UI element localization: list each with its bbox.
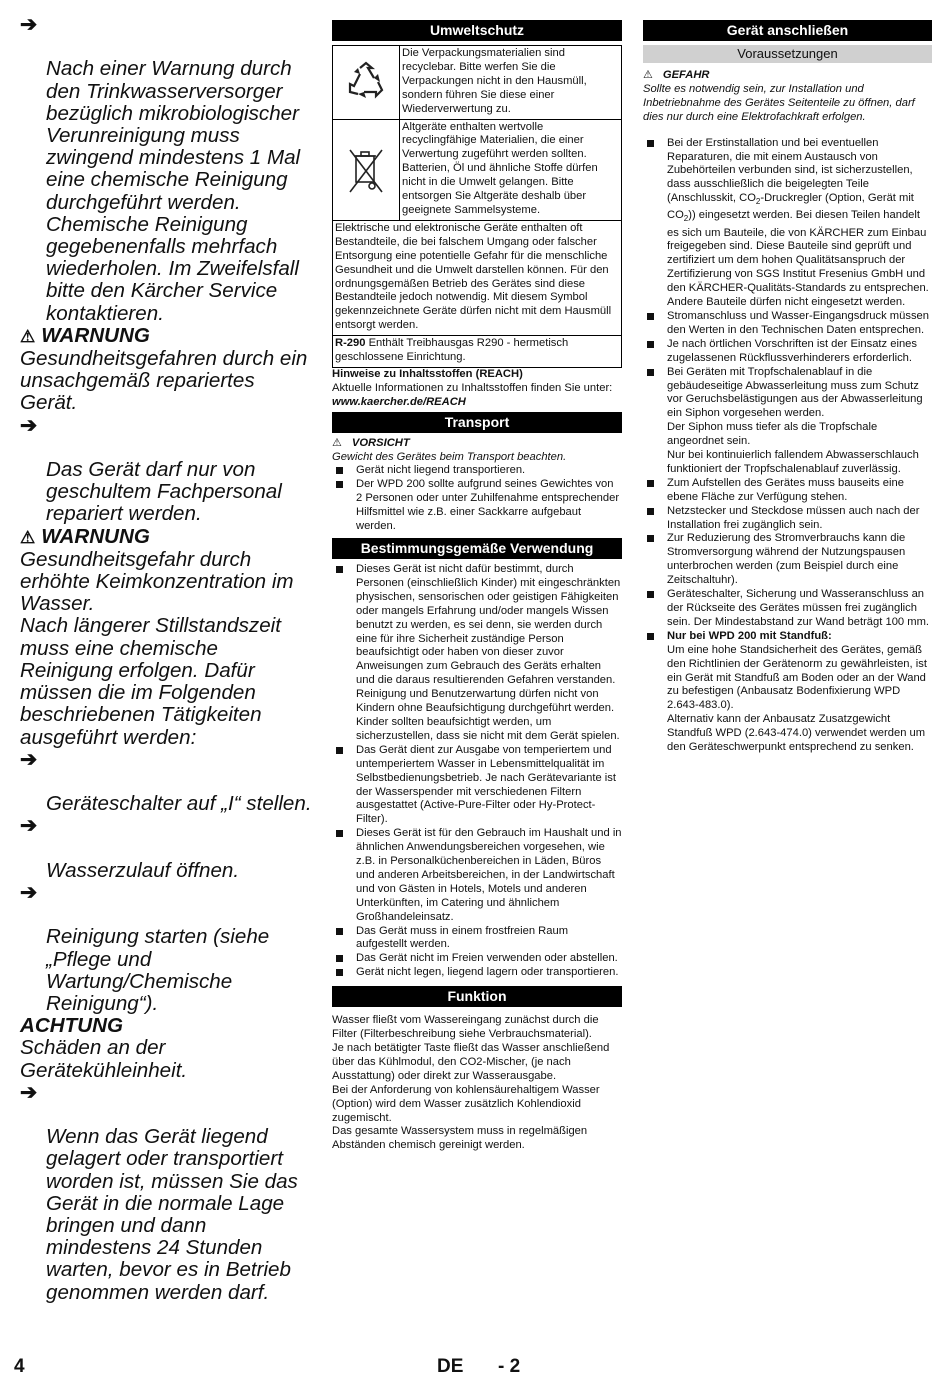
warnung-title: WARNUNG — [41, 323, 150, 347]
warning-step-4 — [20, 815, 312, 882]
reach-link[interactable]: www.kaercher.de/REACH — [332, 395, 466, 408]
bullet-icon — [647, 341, 654, 348]
warning-step-5 — [20, 882, 312, 1015]
list-item-text: Dieses Gerät ist für den Gebrauch im Haushalt und in ähnlichen Anwendungsbereichen vorgesehen, wie z.B. in Personalküchenbereichen in Läden, Büros und anderen Arbeitsbereichen, in der Landwirtschaft und von Gästen in Hotels, Motels und anderen Unterkünften, im Catering und ähnlichem Großhandeleinsatz. — [356, 827, 622, 923]
achtung-heading: ACHTUNG — [20, 1014, 123, 1038]
list-item-text: Bei Geräten mit Tropfschalenablauf in die gebäudeseitige Abwasserleitung muss zum Schutz vor Geruchsbelästigungen aus der Abwasserleitung ein Siphon vorgesehen werden. — [667, 365, 923, 420]
bullet-icon — [647, 633, 654, 640]
funktion-paragraph-2: Je nach betätigter Taste fließt das Wasser anschließend über das Kühlmodul, den CO2-Mischer, (je nach Ausstattung) oder direkt zur Wasserausgabe. — [332, 1042, 610, 1082]
list-item-text: Bei der Erstinstallation und bei eventuellen Reparaturen, die mit einem Austausch von Zubehörteilen verbunden sind, ist sicherzustellen, dass ausschließlich die beigelegten Teile (Anschlusskit, CO — [667, 136, 913, 205]
step-text: Wasserzulauf öffnen. — [46, 858, 240, 882]
standfuss-title: Nur bei WPD 200 mit Standfuß: — [667, 629, 832, 642]
list-item — [332, 925, 622, 953]
bullet-icon — [336, 928, 343, 935]
environment-row-electronics — [333, 221, 621, 336]
transport-list — [332, 464, 622, 534]
arrow-icon: ➔ — [20, 880, 38, 904]
list-item-text: Um eine hohe Standsicherheit des Gerätes, gemäß den Richtlinien der Gerätenorm zu gewährleisten, ist ein Gerät mit Standfuß am Boden oder an der Wand zu befestigen (Anbausatz Bodenfixierung WPD 2.643-483.0). — [667, 643, 927, 712]
funktion-paragraph-3: Bei der Anforderung von kohlensäurehaltigem Wasser (Option) wird dem Wasser zusätzlich Kohlendioxid zugemischt. — [332, 1083, 600, 1124]
list-item-text: Dieses Gerät ist nicht dafür bestimmt, durch Personen (einschließlich Kinder) mit eingeschränkten physischen, sensorischen oder geistigen Fähigkeiten oder mangels Erfahrung und/oder mangels Wissen benutzt zu werden, es sei denn, sie werden durch eine für ihre Sicherheit zuständige Person beaufsichtigt oder haben von dieser zuvor Anweisungen zum Gebrauch des Geräts erhalten und die daraus resultierenden Gefahren verstanden. Reinigung und Benutzerwartung dürfen nicht von Kindern ohne Beaufsichtigung durchgeführt werden. Kinder sollten beaufsichtigt werden, um sicherzustellen, dass sie nicht mit dem Gerät spielen. — [356, 563, 621, 742]
step-text: Wenn das Gerät liegend gelagert oder transportiert worden ist, müssen Sie das Gerät in die normale Lage bringen und dann mindestens 24 Stunden warten, bevor es in Betrieb genommen werden darf. — [46, 1125, 298, 1304]
warning-triangle-icon: ⚠ — [20, 326, 36, 346]
list-item — [332, 966, 622, 980]
list-item-text: Das Gerät muss in einem frostfreien Raum aufgestellt werden. — [356, 924, 569, 951]
section-anschliessen-title: Gerät anschließen — [643, 20, 932, 41]
reach-title: Hinweise zu Inhaltsstoffen (REACH) — [332, 367, 523, 380]
environment-row-weee — [333, 120, 621, 221]
environment-row-r290 — [333, 336, 621, 367]
list-item — [332, 464, 622, 478]
bullet-icon — [336, 566, 343, 573]
column-environment — [332, 20, 622, 1153]
list-item-text: Alternativ kann der Anbausatz Zusatzgewicht Standfuß WPD (2.643-474.0) verwendet werden um den Geräteschwerpunkt entsprechend zu senken. — [667, 713, 926, 754]
section-funktion-title: Funktion — [332, 986, 622, 1007]
section-transport-title: Transport — [332, 412, 622, 433]
warning-step-3 — [20, 749, 312, 816]
bullet-icon — [647, 535, 654, 542]
section-umweltschutz-title: Umweltschutz — [332, 20, 622, 41]
requirements-list — [643, 137, 932, 755]
sub-page-number: - 2 — [498, 1356, 521, 1377]
funktion-paragraph-4: Das gesamte Wassersystem muss in regelmäßigen Abständen chemisch gereinigt werden. — [332, 1125, 588, 1152]
bullet-icon — [647, 313, 654, 320]
list-item — [643, 477, 932, 505]
step-text: Geräteschalter auf „I“ stellen. — [46, 792, 312, 816]
list-item-text: Geräteschalter, Sicherung und Wasseranschluss an der Rückseite des Gerätes müssen frei zugänglich sein. Der Mindestabstand zur Wand beträgt 100 mm. — [667, 588, 929, 628]
recycle-text: Die Verpackungsmaterialien sind recyclebar. Bitte werfen Sie die Verpackungen nicht in den Hausmüll, sondern führen Sie diese einer Wiederverwertung zu. — [402, 47, 587, 115]
list-item — [332, 827, 622, 924]
list-item-text: Zur Reduzierung des Stromverbrauchs kann die Stromversorgung während der Nutzungspausen unterbrochen werden (zum Beispiel durch eine Zeitschaltuhr). — [667, 532, 906, 587]
list-item-text: Stromanschluss und Wasser-Eingangsdruck müssen den Werten in den Technischen Daten entsprechen. — [667, 309, 929, 336]
list-item — [643, 137, 932, 310]
warning-triangle-icon: ⚠ — [332, 436, 342, 449]
step-text: Das Gerät darf nur von geschultem Fachpersonal repariert werden. — [46, 458, 282, 526]
warning-step-2 — [20, 415, 312, 526]
list-item — [643, 366, 932, 477]
list-item-text: Gerät nicht liegend transportieren. — [356, 464, 526, 477]
list-item — [332, 952, 622, 966]
arrow-icon: ➔ — [20, 747, 38, 771]
warnung-text-2b: Nach längerer Stillstandszeit muss eine chemische Reinigung erfolgen. Dafür müssen die im Folgenden beschriebenen Tätigkeiten ausgeführt werden: — [20, 614, 281, 749]
gefahr-label: GEFAHR — [662, 69, 710, 81]
bullet-icon — [647, 369, 654, 376]
warnung-heading-1 — [20, 325, 312, 348]
list-item — [643, 588, 932, 630]
step-text: Reinigung starten (siehe „Pflege und Wartung/Chemische Reinigung“). — [46, 925, 270, 1015]
warning-step-6 — [20, 1082, 312, 1304]
language-code: DE — [437, 1356, 464, 1377]
bullet-icon — [336, 481, 343, 488]
section-bestimmung-title: Bestimmungsgemäße Verwendung — [332, 538, 622, 559]
column-warnings — [20, 14, 312, 1304]
subscript: 2 — [683, 214, 689, 224]
vorsicht-text: Gewicht des Gerätes beim Transport beachten. — [332, 450, 567, 463]
bullet-icon — [336, 955, 343, 962]
environment-table — [332, 45, 622, 368]
list-item — [643, 532, 932, 588]
list-item — [332, 563, 622, 744]
warnung-text-1: Gesundheitsgefahren durch ein unsachgemäß repariertes Gerät. — [20, 347, 308, 415]
arrow-icon: ➔ — [20, 1080, 38, 1104]
warning-step-1 — [20, 14, 312, 325]
list-item-text: Netzstecker und Steckdose müssen auch nach der Installation frei zugänglich sein. — [667, 504, 920, 531]
crossed-bin-icon — [333, 120, 400, 220]
bullet-icon — [336, 969, 343, 976]
weee-text: Altgeräte enthalten wertvolle recyclingfähige Materialien, die einer Verwertung zugeführt werden sollten. Batterien, Öl und ähnliche Stoffe dürfen nicht in die Umwelt gelangen. Bitte entsorgen Sie Altgeräte deshalb über geeignete Sammelsysteme. — [402, 120, 598, 216]
bullet-icon — [336, 830, 343, 837]
column-connection — [643, 20, 932, 755]
list-item — [643, 630, 932, 755]
list-item-text: Zum Aufstellen des Gerätes muss bauseits eine ebene Fläche zur Verfügung stehen. — [667, 476, 904, 503]
gefahr-heading — [643, 69, 932, 83]
vorsicht-label: VORSICHT — [351, 436, 410, 449]
warning-triangle-icon: ⚠ — [20, 527, 36, 547]
list-item-text: Das Gerät nicht im Freien verwenden oder abstellen. — [356, 952, 618, 965]
recycle-icon — [333, 46, 400, 119]
environment-row-recycle — [333, 46, 621, 120]
warnung-heading-2 — [20, 526, 312, 549]
list-item-text: )) eingesetzt werden. Bei diesen Teilen handelt es sich um Bauteile, die von KÄRCHER zum Einbau freigegeben sind. Diese Bauteile sind geprüft und zertifiziert um dem hohen Qualitätsanspruch der Zertifizierung von SGS Institut Fresenius GmbH und den KÄRCHER-Qualitäts-Standards zu entsprechen. Andere Bauteile dürfen nicht eingesetzt werden. — [667, 209, 929, 309]
funktion-paragraph-1: Wasser fließt vom Wassereingang zunächst durch die Filter (Filterbeschreibung siehe Verbrauchsmaterial). — [332, 1014, 599, 1041]
warning-triangle-icon: ⚠ — [643, 69, 653, 81]
list-item-text: Je nach örtlichen Vorschriften ist der Einsatz eines zugelassenen Rückflussverhinderers erforderlich. — [667, 337, 917, 364]
warnung-title: WARNUNG — [41, 524, 150, 548]
electronics-text: Elektrische und elektronische Geräte enthalten oft Bestandteile, die bei falschem Umgang oder falscher Entsorgung eine potentielle Gefahr für die menschliche Gesundheit und die Umwelt darstellen können. Für den ordnungsgemäßen Betrieb des Gerätes sind diese Bestandteile jedoch notwendig. Mit diesem Symbol gekennzeichnete Geräte dürfen nicht mit dem Hausmüll entsorgt werden. — [335, 221, 612, 332]
bullet-icon — [336, 747, 343, 754]
gefahr-text: Sollte es notwendig sein, zur Installation und Inbetriebnahme des Gerätes Seitenteile zu öffnen, darf dies nur durch eine Elektrofachkraft erfolgen. — [643, 82, 915, 123]
achtung-text: Schäden an der Gerätekühleinheit. — [20, 1036, 188, 1082]
list-item — [643, 338, 932, 366]
subsection-voraussetzungen-title: Voraussetzungen — [643, 45, 932, 63]
arrow-icon: ➔ — [20, 13, 38, 36]
bullet-icon — [647, 140, 654, 147]
r290-note — [333, 336, 621, 367]
step-text: Nach einer Warnung durch den Trinkwasserversorger bezüglich mikrobiologischer Verunreinigung muss zwingend mindestens 1 Mal eine chemische Reinigung durchgeführt werden. Chemische Reinigung gegebenenfalls mehrfach wiederholen. Im Zweifelsfall bitte den Kärcher Service kontaktieren. — [46, 57, 301, 325]
r290-label: R-290 — [335, 337, 366, 350]
subscript: 2 — [755, 197, 761, 207]
list-item-text: Nur bei kontinuierlich fallendem Abwasserschlauch funktioniert der Tropfschalenablauf zuverlässig. — [667, 449, 919, 475]
warnung-text-2: Gesundheitsgefahr durch erhöhte Keimkonzentration im Wasser. — [20, 547, 294, 616]
bullet-icon — [647, 508, 654, 515]
list-item-text: Der WPD 200 sollte aufgrund seines Gewichtes von 2 Personen oder unter Zuhilfenahme entsprechender Hilfsmittel wie z.B. einer Sackkarre aufgebaut werden. — [356, 478, 620, 533]
arrow-icon: ➔ — [20, 413, 38, 437]
list-item-text: Der Siphon muss tiefer als die Tropfschale angeordnet sein. — [667, 421, 878, 448]
list-item-text: Gerät nicht legen, liegend lagern oder transportieren. — [356, 966, 619, 979]
list-item-text: -Druckregler (Option, Gerät mit CO — [667, 192, 914, 222]
list-item — [643, 505, 932, 533]
reach-text: Aktuelle Informationen zu Inhaltsstoffen finden Sie unter: — [332, 381, 613, 394]
bestimmung-list — [332, 563, 622, 980]
bullet-icon — [647, 591, 654, 598]
page-number: 4 — [14, 1356, 25, 1377]
list-item — [332, 478, 622, 534]
bullet-icon — [647, 480, 654, 487]
list-item — [332, 744, 622, 827]
list-item-text: Das Gerät dient zur Ausgabe von temperiertem und untemperiertem Wasser in Lebensmittelqualität im Selbstbedienungsbetrieb. Je nach Gerätevariante ist der Wasserspender mit verschiedenen Filtern ausgestattet (Active-Pure-Filter oder Hy-Protect-Filter). — [356, 743, 616, 826]
r290-text: Enthält Treibhausgas R290 - hermetisch geschlossene Einrichtung. — [335, 337, 569, 364]
bullet-icon — [336, 467, 343, 474]
vorsicht-heading — [332, 437, 622, 451]
list-item — [643, 310, 932, 338]
arrow-icon: ➔ — [20, 814, 38, 838]
